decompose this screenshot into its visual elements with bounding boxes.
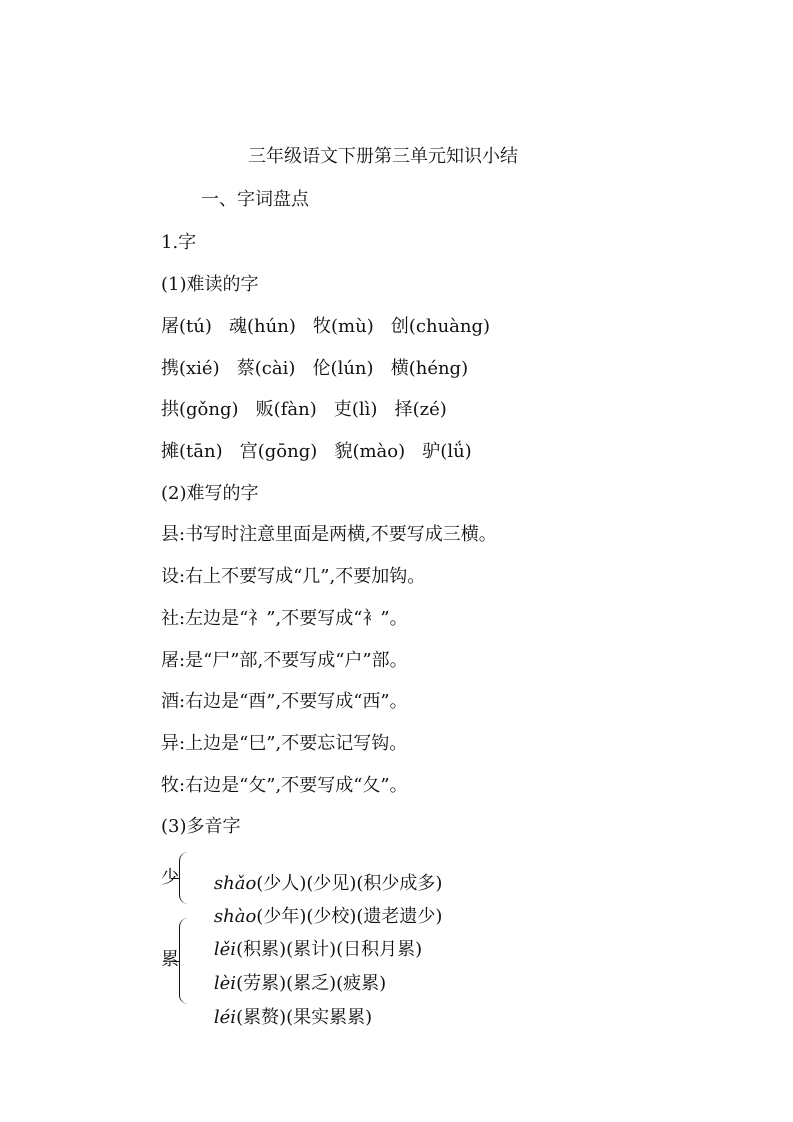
hard-write-row: 异:上边是“巳”,不要忘记写钩。 [161, 733, 408, 754]
pinyin: shào [213, 906, 257, 927]
words: (积累)(累计)(日积月累) [236, 939, 423, 960]
words: (少人)(少见)(积少成多) [256, 873, 443, 894]
hard-write-heading: (2)难写的字 [161, 483, 259, 504]
subsection-heading: 1.字 [161, 232, 197, 253]
polyphone-char: 少 [161, 867, 179, 888]
hard-write-row: 牧:右边是“攵”,不要写成“夂”。 [161, 775, 408, 796]
hard-read-row: 拱(gǒng) 贩(fàn) 吏(lì) 择(zé) [161, 399, 447, 420]
hard-read-heading: (1)难读的字 [161, 274, 259, 295]
words: (累赘)(果实累累) [236, 1007, 373, 1028]
hard-write-row: 酒:右边是“酉”,不要写成“西”。 [161, 691, 408, 712]
section-heading: 一、字词盘点 [201, 189, 309, 210]
pinyin: shǎo [213, 873, 257, 894]
pinyin: léi [213, 1007, 237, 1028]
hard-read-row: 屠(tú) 魂(hún) 牧(mù) 创(chuàng) [161, 316, 491, 337]
hard-write-row: 设:右上不要写成“几”,不要加钩。 [161, 566, 426, 587]
brace-icon [179, 852, 188, 904]
hard-write-row: 屠:是“尸”部,不要写成“户”部。 [161, 650, 408, 671]
polyphone-heading: (3)多音字 [161, 816, 241, 837]
words: (少年)(少校)(遗老遗少) [256, 906, 443, 927]
hard-read-row: 携(xié) 蔡(cài) 伦(lún) 横(héng) [161, 358, 469, 379]
words: (劳累)(累乏)(疲累) [236, 973, 387, 994]
pinyin: lěi [213, 939, 237, 960]
page-title: 三年级语文下册第三单元知识小结 [248, 146, 518, 167]
hard-read-row: 摊(tān) 宫(gōng) 貌(mào) 驴(lǘ) [161, 441, 472, 462]
pinyin: lèi [213, 973, 237, 994]
polyphone-reading [191, 982, 372, 1054]
hard-write-row: 县:书写时注意里面是两横,不要写成三横。 [161, 524, 497, 545]
hard-write-row: 社:左边是“礻”,不要写成“衤”。 [161, 608, 408, 629]
polyphone-char: 累 [161, 949, 179, 970]
brace-icon [179, 918, 188, 1004]
